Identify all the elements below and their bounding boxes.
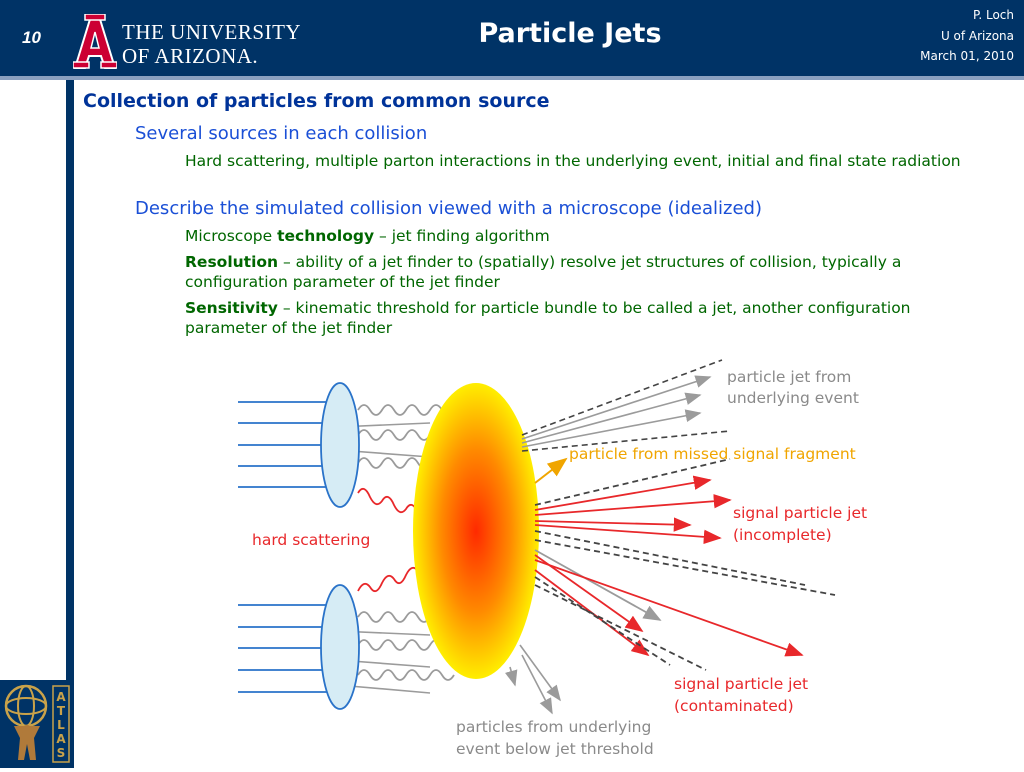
bullet-level3	[185, 226, 985, 246]
text-span: Microscope	[185, 227, 278, 245]
label-hard-scattering: hard scattering	[252, 531, 371, 549]
label-line: (incomplete)	[733, 526, 832, 544]
left-sidebar	[0, 80, 68, 768]
bold-term: Resolution	[185, 253, 279, 271]
label-signal-incomplete	[733, 502, 867, 546]
bullet-level3	[185, 298, 985, 338]
label-line: signal particle jet	[733, 504, 868, 522]
signal-jet-contaminated	[535, 540, 835, 670]
bullet-level3	[185, 252, 985, 292]
text-span: – kinematic threshold for particle bundle to be called a jet, another configuration parameter of the jet finder	[185, 299, 911, 337]
bullet-level1: Collection of particles from common source	[83, 90, 550, 112]
label-missed-fragment: particle from missed signal fragment	[569, 445, 856, 463]
bullet-level2: Describe the simulated collision viewed with a microscope (idealized)	[135, 198, 762, 219]
proton-bottom	[321, 585, 359, 709]
jet-diagram	[230, 355, 870, 768]
sidebar-bar	[66, 80, 74, 768]
slide-title: Particle Jets	[478, 18, 662, 49]
below-threshold-particles	[510, 645, 560, 713]
bullet-level3: Hard scattering, multiple parton interactions in the underlying event, initial and final state radiation	[185, 152, 961, 170]
bold-term: Sensitivity	[185, 299, 278, 317]
underlying-jet-top	[522, 360, 730, 451]
label-line: event below jet threshold	[456, 740, 654, 758]
missed-fragment-arrow	[535, 459, 566, 483]
text-span: – jet finding algorithm	[374, 227, 550, 245]
header-rule	[0, 76, 1024, 80]
label-underlying-jet	[727, 367, 859, 409]
bold-term: technology	[277, 227, 375, 245]
label-line: particles from underlying	[456, 718, 652, 736]
university-logo	[73, 14, 302, 70]
slide-date: March 01, 2010	[920, 49, 1014, 63]
author-affiliation: U of Arizona	[940, 29, 1014, 43]
collision-blob	[413, 383, 539, 679]
label-below-threshold	[456, 716, 654, 760]
text-span: – ability of a jet finder to (spatially) resolve jet structures of collision, typically a configuration parameter of the jet finder	[185, 253, 902, 291]
author-name: P. Loch	[972, 8, 1014, 22]
arizona-a-icon	[73, 14, 117, 70]
atlas-logo	[0, 680, 74, 768]
label-line: signal particle jet	[674, 675, 809, 693]
proton-top	[321, 383, 359, 507]
logo-line2: OF ARIZONA.	[122, 44, 259, 68]
slide-number: 10	[22, 28, 41, 47]
label-line: underlying event	[727, 389, 859, 407]
atlas-text: ATLAS	[56, 690, 66, 760]
label-line: (contaminated)	[674, 697, 794, 715]
label-line: particle jet from	[727, 368, 852, 386]
label-signal-contaminated	[674, 673, 808, 717]
logo-line1: THE UNIVERSITY	[122, 20, 302, 44]
bullet-level2: Several sources in each collision	[135, 123, 428, 144]
